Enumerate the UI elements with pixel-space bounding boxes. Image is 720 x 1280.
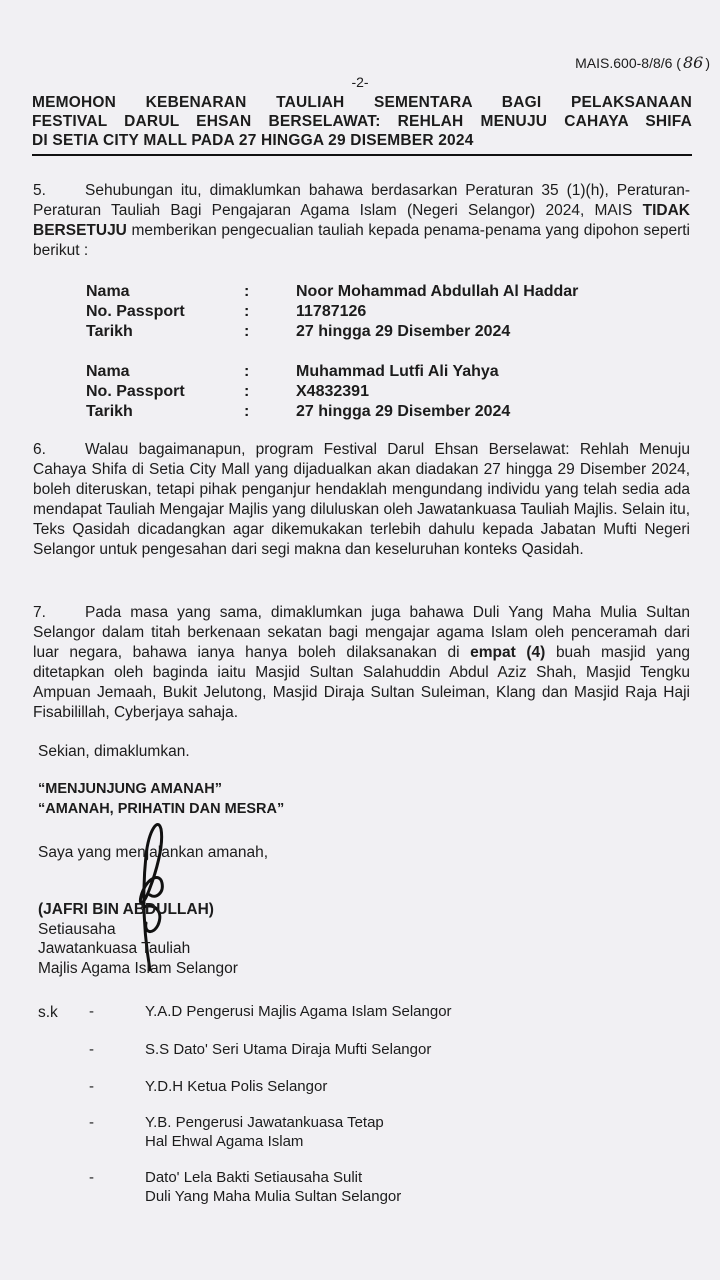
letter-title bbox=[32, 93, 692, 150]
cc-item bbox=[89, 1040, 431, 1059]
paragraph-6 bbox=[33, 440, 690, 560]
person-name: Muhammad Lutfi Ali Yahya bbox=[296, 363, 499, 380]
paragraph-bold-text: TIDAK BERSETUJU bbox=[33, 202, 690, 239]
paragraph-bold-text: empat (4) bbox=[470, 644, 546, 661]
passport-label: No. Passport bbox=[86, 383, 185, 400]
title-line-2: FESTIVAL DARUL EHSAN BERSELAWAT: REHLAH MENUJU CAHAYA SHIFA bbox=[32, 113, 692, 130]
cc-item bbox=[89, 1168, 401, 1206]
cc-item bbox=[89, 1113, 384, 1151]
colon: : bbox=[244, 303, 250, 320]
cc-dash: - bbox=[89, 1078, 94, 1095]
paragraph-number: 6. bbox=[33, 441, 46, 458]
colon: : bbox=[244, 383, 250, 400]
paragraph-7 bbox=[33, 603, 690, 723]
cc-dash: - bbox=[89, 1003, 94, 1020]
date-label: Tarikh bbox=[86, 403, 133, 420]
signatory-title-3: Majlis Agama Islam Selangor bbox=[38, 959, 238, 977]
cc-item bbox=[89, 1077, 327, 1096]
person-details-2 bbox=[86, 362, 510, 422]
name-label: Nama bbox=[86, 283, 130, 300]
reference-suffix: ) bbox=[705, 55, 710, 71]
title-underline bbox=[32, 154, 692, 156]
date-value: 27 hingga 29 Disember 2024 bbox=[296, 403, 511, 420]
cc-recipient-line-2: Hal Ehwal Agama Islam bbox=[145, 1133, 304, 1150]
paragraph-text: Pada masa yang sama, dimaklumkan juga bahawa Duli Yang Maha Mulia Sultan Selangor dalam titah berkenaan sekatan bagi mengajar agama Islam oleh penceramah dari luar negara, bahawa ianya hanya boleh dilaksanakan di bbox=[33, 604, 690, 661]
signatory-title-1: Setiausaha bbox=[38, 920, 116, 938]
signatory-name: (JAFRI BIN ABDULLAH) bbox=[38, 901, 214, 918]
reference-handwritten: 86 bbox=[682, 53, 704, 72]
signoff-line: Saya yang menjalankan amanah, bbox=[38, 844, 269, 861]
cc-recipient: Y.A.D Pengerusi Majlis Agama Islam Selangor bbox=[145, 1003, 452, 1020]
title-line-3: DI SETIA CITY MALL PADA 27 HINGGA 29 DISEMBER 2024 bbox=[32, 132, 474, 149]
colon: : bbox=[244, 323, 250, 340]
date-value: 27 hingga 29 Disember 2024 bbox=[296, 323, 511, 340]
paragraph-number: 7. bbox=[33, 604, 46, 621]
reference-prefix: MAIS.600-8/8/6 ( bbox=[575, 55, 681, 71]
passport-label: No. Passport bbox=[86, 303, 185, 320]
passport-number: 11787126 bbox=[296, 303, 367, 320]
colon: : bbox=[244, 283, 250, 300]
paragraph-text: memberikan pengecualian tauliah kepada penama-penama yang dipohon seperti berikut : bbox=[33, 222, 690, 259]
motto bbox=[38, 779, 284, 819]
reference-number bbox=[575, 53, 710, 72]
cc-dash: - bbox=[89, 1041, 94, 1058]
paragraph-text: Walau bagaimanapun, program Festival Darul Ehsan Berselawat: Rehlah Menuju Cahaya Shifa di Setia City Mall yang dijadualkan akan diadakan 27 hingga 29 Disember 2024, boleh diteruskan, tetapi pihak penganjur hendaklah mengundang individu yang telah sedia ada mendapat Tauliah Mengajar Majlis yang diluluskan oleh Jawatankuasa Tauliah Majlis. Selain itu, Teks Qasidah dicadangkan agar dikemukakan terlebih dahulu kepada Jabatan Mufti Negeri Selangor untuk pengesahan dari segi makna dan keseluruhan konteks Qasidah. bbox=[33, 441, 690, 558]
colon: : bbox=[244, 403, 250, 420]
motto-line-1: “MENJUNJUNG AMANAH” bbox=[38, 781, 222, 797]
motto-line-2: “AMANAH, PRIHATIN DAN MESRA” bbox=[38, 801, 285, 817]
cc-item bbox=[89, 1002, 452, 1021]
colon: : bbox=[244, 363, 250, 380]
person-details-1 bbox=[86, 282, 578, 342]
date-label: Tarikh bbox=[86, 323, 133, 340]
cc-dash: - bbox=[89, 1114, 94, 1131]
title-line-1: MEMOHON KEBENARAN TAULIAH SEMENTARA BAGI PELAKSANAAN bbox=[32, 94, 692, 111]
cc-recipient: Dato' Lela Bakti Setiausaha Sulit bbox=[145, 1169, 363, 1186]
person-name: Noor Mohammad Abdullah Al Haddar bbox=[296, 283, 579, 300]
paragraph-5 bbox=[33, 181, 690, 261]
signatory-block bbox=[38, 900, 238, 978]
page-number: -2- bbox=[351, 74, 369, 90]
cc-recipient-line-2: Duli Yang Maha Mulia Sultan Selangor bbox=[145, 1188, 402, 1205]
signatory-title-2: Jawatankuasa Tauliah bbox=[38, 940, 191, 957]
paragraph-text: Sehubungan itu, dimaklumkan bahawa berdasarkan Peraturan 35 (1)(h), Peraturan-Peraturan Tauliah Bagi Pengajaran Agama Islam (Negeri Selangor) 2024, MAIS bbox=[33, 182, 690, 219]
cc-recipient: Y.B. Pengerusi Jawatankuasa Tetap bbox=[145, 1114, 384, 1131]
passport-number: X4832391 bbox=[296, 383, 369, 400]
name-label: Nama bbox=[86, 363, 130, 380]
paragraph-number: 5. bbox=[33, 182, 46, 199]
closing-text: Sekian, dimaklumkan. bbox=[38, 743, 190, 760]
cc-recipient: Y.D.H Ketua Polis Selangor bbox=[145, 1078, 328, 1095]
cc-recipient: S.S Dato' Seri Utama Diraja Mufti Selangor bbox=[145, 1041, 432, 1058]
cc-label: s.k bbox=[38, 1004, 58, 1021]
cc-dash: - bbox=[89, 1169, 94, 1186]
paragraph-text: buah masjid yang ditetapkan oleh baginda iaitu Masjid Sultan Salahuddin Abdul Aziz Shah, Masjid Tengku Ampuan Jemaah, Bukit Jelutong, Masjid Diraja Sultan Suleiman, Klang dan Masjid Raja Haji Fisabilillah, Cyberjaya sahaja. bbox=[33, 644, 690, 721]
